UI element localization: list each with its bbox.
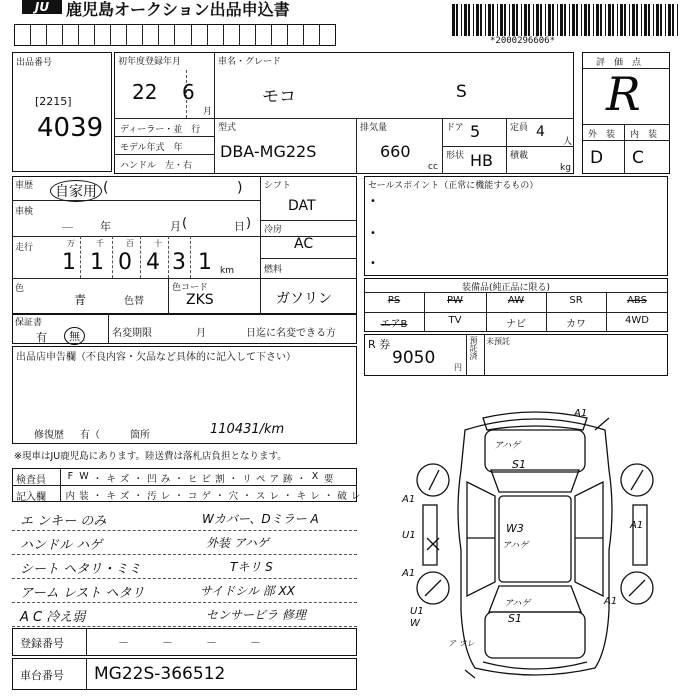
disclaimer: ※現車はJU鹿児島にあります。陸送費は落札店負担となります。 (14, 451, 287, 462)
r-ken-unit: 円 (454, 363, 462, 372)
legend1-char: F (67, 471, 74, 482)
barcode-bar (612, 4, 614, 36)
mark-center-w3: W3 (506, 522, 524, 535)
legend2-char: ゲ (201, 491, 211, 502)
mileage-unit-juu: 十 (154, 239, 162, 248)
barcode-bar (492, 4, 494, 36)
legend1-char: 凹 (147, 474, 157, 485)
fuel-value: ガソリン (276, 291, 332, 307)
inspection-label: 車検 (15, 207, 34, 217)
lot-label: 出品番号 (16, 58, 53, 68)
mark-bottom-ahage: アハゲ (504, 599, 531, 609)
interior-label: 内 装 (630, 130, 658, 140)
equip-abs: ABS (627, 295, 647, 306)
exterior-grade: D (590, 148, 604, 168)
barcode-bar (564, 4, 566, 36)
mark-top-ahage: アハゲ (494, 441, 521, 451)
barcode-bar (608, 4, 611, 36)
mark-u1-left: U1 (402, 530, 416, 541)
displacement-unit: cc (428, 162, 438, 172)
legend2-char: レ (351, 491, 361, 502)
note-left-4: アーム レスト ヘタリ (20, 586, 145, 601)
repair-label: 修復歴 (34, 430, 64, 441)
r-ken-value: 9050 (392, 348, 436, 368)
model-year-label: モデル年式 年 (120, 143, 183, 153)
mileage-label: 走行 (15, 243, 34, 253)
mileage-digit-5: 3 (172, 250, 186, 275)
legend1-char: み (160, 474, 171, 485)
form-title: 鹿児島オークション出品申込書 (66, 0, 290, 19)
mark-bottom-left: ア ツレ (448, 639, 475, 648)
barcode-bar (560, 4, 563, 36)
mark-u1-bottom: U1 (410, 606, 424, 617)
mileage-unit-hyaku: 百 (126, 239, 134, 248)
legend2-char: ・ (133, 491, 144, 502)
legend1-char: ・ (296, 474, 307, 485)
legend2-char: ・ (215, 491, 225, 502)
doors-label: ドア (446, 123, 464, 133)
legend2-char: ・ (174, 491, 184, 502)
barcode-bar (464, 4, 467, 36)
barcode-bar (656, 4, 659, 36)
barcode-bar (576, 4, 578, 36)
car-name: モコ (262, 87, 296, 107)
exterior-label: 外 装 (588, 130, 616, 140)
mileage-unit-sen: 千 (96, 239, 104, 248)
barcode-bar (644, 4, 647, 36)
barcode-bar (545, 4, 546, 36)
equip-ps: PS (387, 295, 401, 306)
barcode-bar (468, 4, 470, 36)
inspector-entry-label: 記入欄 (16, 492, 46, 503)
car-name-label: 車名・グレード (218, 57, 282, 67)
inspection-paren-close: ) (246, 216, 252, 231)
equip-4wd: 4WD (625, 315, 649, 326)
load-unit: kg (560, 163, 571, 173)
legend1-char: ズ (119, 474, 130, 485)
warranty-label: 保証書 (15, 318, 43, 328)
remarks-label: 出品店申告欄（不良内容・欠品など具体的に記入して下さい） (16, 352, 296, 363)
r-ken-deposit: 預託済 (469, 336, 478, 360)
barcode-bar (548, 4, 551, 36)
sales-bullet-1: • (370, 196, 376, 207)
lot-box (12, 52, 112, 172)
barcode-bar (632, 4, 635, 36)
legend1-char: ビ (201, 474, 211, 485)
barcode-bar (605, 4, 606, 36)
barcode-bar (476, 4, 479, 36)
color-label: 色 (15, 284, 25, 294)
mark-a1-right-low: A1 (604, 596, 618, 607)
legend1-char: 割 (215, 474, 225, 485)
sales-bullet-3: • (370, 258, 376, 269)
load-label: 積載 (510, 151, 529, 161)
legend2-char: ・ (323, 491, 334, 502)
barcode-bar (488, 4, 491, 36)
checkbox-row (14, 24, 336, 46)
displacement-value: 660 (380, 142, 411, 161)
legend1-char: 要 (323, 474, 334, 485)
equipment-label: 装備品(純正品に限る) (462, 283, 551, 293)
legend1-char: 跡 (283, 474, 293, 485)
barcode-bar (552, 4, 554, 36)
mark-top-s1: S1 (512, 458, 526, 471)
legend1-char: ・ (174, 474, 184, 485)
dealer-label: ディーラー・並 行 (120, 125, 201, 135)
inspection-dash: ＿ (62, 216, 73, 229)
legend1-char: リ (242, 474, 252, 485)
barcode-bar (533, 4, 534, 36)
mileage-digit-6: 1 (198, 250, 212, 275)
legend2-char: ・ (242, 491, 252, 502)
barcode-bar (452, 4, 455, 36)
barcode-bar (617, 4, 618, 36)
legend2-char: レ (269, 491, 279, 502)
barcode-bar (557, 4, 558, 36)
shape-label: 形状 (446, 151, 465, 161)
barcode-bar (620, 4, 623, 36)
barcode-bar (581, 4, 582, 36)
equip-sr: SR (569, 295, 583, 306)
barcode-bar (480, 4, 482, 36)
name-change-month: 月 (196, 328, 206, 339)
barcode-bar (636, 4, 638, 36)
inspector-legend-row-2 (64, 488, 363, 502)
capacity-unit: 人 (563, 137, 573, 147)
note-right-5: センサーピラ 修理 (206, 608, 306, 622)
name-change-label: 名変期限 (112, 328, 152, 339)
legend2-char: 内 (65, 491, 76, 502)
legend2-char: レ (310, 491, 320, 502)
legend1-char: ペ (255, 474, 266, 485)
sales-points-box (364, 176, 668, 276)
mileage-digit-4: 4 (146, 250, 160, 275)
note-left-3: シート ヘタリ・ミミ (20, 562, 142, 577)
barcode-bar (668, 4, 671, 36)
barcode-bar (528, 4, 530, 36)
r-ken-label: R 券 (368, 338, 391, 351)
barcode-bar (593, 4, 594, 36)
inspection-paren-open: ( (182, 216, 188, 231)
lot-number: 4039 (37, 113, 104, 143)
legend2-char: ズ (119, 491, 130, 502)
legend2-char: 穴 (228, 491, 239, 502)
capacity-label: 定員 (510, 123, 529, 133)
sales-bullet-2: • (370, 228, 376, 239)
mark-a1-top-right: A1 (574, 408, 588, 419)
barcode-bar (584, 4, 587, 36)
inspection-year: 年 (100, 220, 111, 233)
warranty-no: 無 (64, 327, 85, 345)
equip-kawa: カワ (566, 319, 586, 330)
model-value: DBA-MG22S (220, 142, 317, 161)
legend1-char: ヒ (187, 474, 198, 485)
mileage-digit-3: 0 (118, 250, 132, 275)
legend2-char: 汚 (147, 491, 157, 502)
handle-label: ハンドル 左・右 (120, 161, 193, 171)
legend2-char: 破 (337, 491, 347, 502)
lot-code: [2215] (35, 95, 72, 108)
barcode-bar (665, 4, 666, 36)
barcode-bar (677, 4, 678, 36)
barcode-bar (588, 4, 590, 36)
mark-a1-left: A1 (402, 494, 416, 505)
barcode-bar (497, 4, 498, 36)
barcode-bar (653, 4, 654, 36)
equip-aw: AW (507, 295, 525, 306)
note-right-3: Tキリ S (230, 560, 273, 574)
legend1-char: W (79, 471, 89, 482)
vehicle-info-grid (114, 52, 574, 174)
barcode (452, 4, 682, 36)
barcode-bar (500, 4, 503, 36)
repair-value: 有（ 箇所 (80, 430, 150, 441)
first-reg-month-unit: 月 (203, 107, 213, 117)
note-left-2: ハンドル ハゲ (20, 538, 103, 553)
legend2-char: キ (296, 491, 307, 502)
barcode-bar (672, 4, 674, 36)
legend2-char: キ (106, 491, 116, 502)
barcode-bar (504, 4, 506, 36)
displacement-label: 排気量 (360, 123, 388, 133)
color-code-label: 色コード (172, 283, 209, 293)
inspection-day: 日 (234, 220, 245, 233)
note-right-4: サイドシル 部 XX (200, 584, 295, 598)
legend2-char: ・ (283, 491, 293, 502)
history-value: 自家用 (50, 180, 102, 202)
mileage-unit: km (220, 266, 234, 276)
warranty-yes: 有 (36, 331, 47, 344)
aircon-value: AC (294, 236, 314, 252)
legend1-char: ・ (92, 474, 103, 485)
barcode-bar (660, 4, 662, 36)
remarks-mileage: 110431/km (210, 422, 285, 437)
mark-a1-right: A1 (630, 520, 644, 531)
legend2-char: 装 (79, 491, 89, 502)
legend1-char: ・ (133, 474, 144, 485)
name-change-note: 日迄に名変できる方 (246, 328, 336, 339)
shift-label: シフト (264, 181, 292, 191)
barcode-bar (641, 4, 642, 36)
mark-w-bottom: W (410, 618, 420, 629)
color-value: 青 (74, 293, 87, 307)
color-code: ZKS (186, 292, 214, 308)
barcode-bar (461, 4, 462, 36)
fuel-label: 燃料 (264, 265, 283, 275)
equip-pw: PW (447, 295, 463, 306)
mileage-unit-man: 万 (67, 239, 75, 248)
model-label: 型式 (218, 123, 237, 133)
equip-airbag: エアB (380, 319, 408, 330)
chassis-number-value: MG22S-366512 (94, 664, 226, 684)
barcode-bar (540, 4, 542, 36)
car-damage-diagram (395, 400, 675, 690)
note-left-5: A C 冷え弱 (20, 610, 86, 625)
legend1-char: ・ (228, 474, 239, 485)
shift-value: DAT (288, 198, 316, 214)
capacity-value: 4 (536, 124, 545, 140)
first-reg-label: 初年度登録年月 (118, 57, 182, 67)
registration-number-label: 登録番号 (20, 637, 64, 650)
history-paren-close: ) (237, 180, 243, 196)
legend1-char: X (311, 471, 319, 482)
mileage-digit-1: 1 (62, 250, 76, 275)
evaluation-label: 評 価 点 (596, 58, 642, 68)
barcode-bar (516, 4, 518, 36)
barcode-bar (596, 4, 599, 36)
chassis-number-label: 車台番号 (20, 669, 64, 682)
mileage-digit-2: 1 (90, 250, 104, 275)
logo: JU (22, 0, 62, 14)
barcode-bar (473, 4, 474, 36)
mark-a1-left-low: A1 (402, 568, 416, 579)
aircon-label: 冷房 (264, 225, 283, 235)
barcode-bar (521, 4, 522, 36)
barcode-bar (624, 4, 626, 36)
barcode-bar (572, 4, 575, 36)
note-right-2: 外装 アハゲ (206, 536, 269, 550)
r-ken-blank: 未預託 (486, 337, 510, 346)
legend1-char: ア (269, 474, 279, 485)
legend2-char: ・ (92, 491, 103, 502)
barcode-bar (629, 4, 630, 36)
barcode-bar (524, 4, 527, 36)
inspector-label: 検査員 (16, 475, 46, 486)
legend2-char: ス (255, 491, 266, 502)
shape-value: HB (470, 151, 494, 170)
barcode-bar (485, 4, 486, 36)
car-grade: S (456, 82, 467, 102)
legend2-char: コ (187, 491, 198, 502)
barcode-bar (536, 4, 539, 36)
legend2-char: レ (160, 491, 171, 502)
first-reg-year: 22 (132, 80, 158, 104)
barcode-bar (512, 4, 515, 36)
inspection-month: 月 (170, 220, 181, 233)
barcode-bar (456, 4, 458, 36)
barcode-bar (509, 4, 510, 36)
barcode-bar (648, 4, 650, 36)
first-reg-month: 6 (182, 80, 195, 104)
equip-navi: ナビ (506, 319, 526, 330)
registration-number-value: － － － － (118, 636, 261, 649)
history-label: 車歴 (15, 181, 34, 191)
doors-value: 5 (470, 122, 481, 141)
mark-bottom-s1: S1 (508, 612, 522, 625)
evaluation-score: R (606, 67, 641, 121)
inspector-legend-row-1 (64, 471, 336, 485)
legend1-char: キ (106, 474, 116, 485)
barcode-bar (600, 4, 602, 36)
sales-points-label: セールスポイント（正常に機能するもの） (368, 181, 539, 191)
note-right-1: Wカバー、Dミラー A (202, 512, 319, 526)
note-left-1: エ ンキー のみ (20, 514, 107, 529)
barcode-number: *2000296606* (490, 36, 556, 46)
barcode-bar (569, 4, 570, 36)
mark-center-ahage: アハゲ (502, 541, 529, 551)
color-change-label: 色替 (124, 296, 144, 307)
interior-grade: C (632, 148, 644, 168)
history-paren-open: ( (103, 180, 109, 196)
equip-tv: TV (448, 315, 462, 326)
